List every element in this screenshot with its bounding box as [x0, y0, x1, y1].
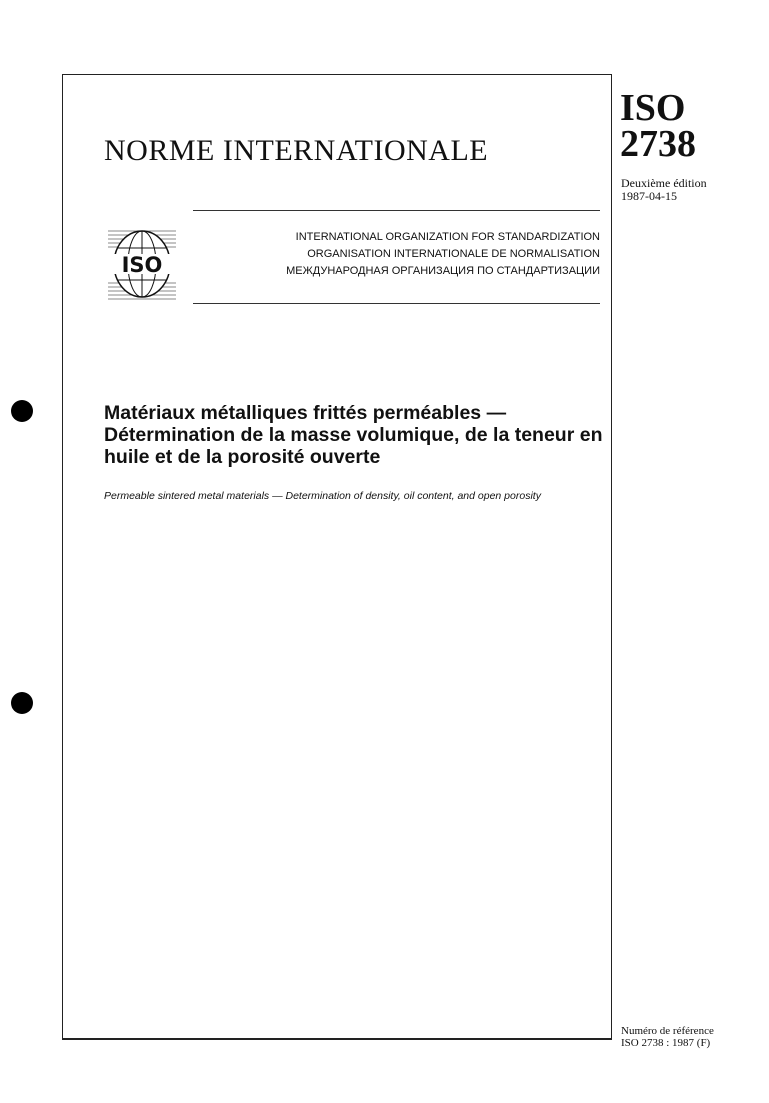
iso-logo-icon [108, 228, 176, 301]
edition-info [621, 177, 707, 203]
english-subtitle: Permeable sintered metal materials — Determination of density, oil content, and open porosity [104, 490, 541, 502]
reference-label: Numéro de référence [621, 1025, 714, 1037]
edition: Deuxième édition [621, 176, 707, 190]
edition-date: 1987-04-15 [621, 189, 677, 203]
page-title: NORME INTERNATIONALE [104, 134, 489, 167]
org-name-fr: ORGANISATION INTERNATIONALE DE NORMALISATION [307, 248, 600, 260]
divider [193, 303, 600, 304]
svg-text:ISO: ISO [121, 253, 163, 277]
title-line: huile et de la porosité ouverte [104, 446, 381, 468]
reference-number [621, 1025, 714, 1049]
punch-hole [11, 400, 33, 422]
standard-number: 2738 [620, 123, 696, 165]
title-line: Détermination de la masse volumique, de la teneur en [104, 424, 603, 446]
punch-hole [11, 692, 33, 714]
title-line: Matériaux métalliques frittés perméables — [104, 402, 507, 424]
org-name-en: INTERNATIONAL ORGANIZATION FOR STANDARDIZATION [295, 231, 600, 243]
document-title [104, 402, 602, 468]
organization-names [286, 229, 600, 280]
divider [193, 210, 600, 211]
reference-value: ISO 2738 : 1987 (F) [621, 1037, 711, 1049]
page-frame [62, 74, 612, 1040]
iso-label: ISO [620, 87, 686, 129]
org-name-ru: МЕЖДУНАРОДНАЯ ОРГАНИЗАЦИЯ ПО СТАНДАРТИЗАЦИИ [286, 265, 600, 277]
standard-id [620, 87, 696, 165]
